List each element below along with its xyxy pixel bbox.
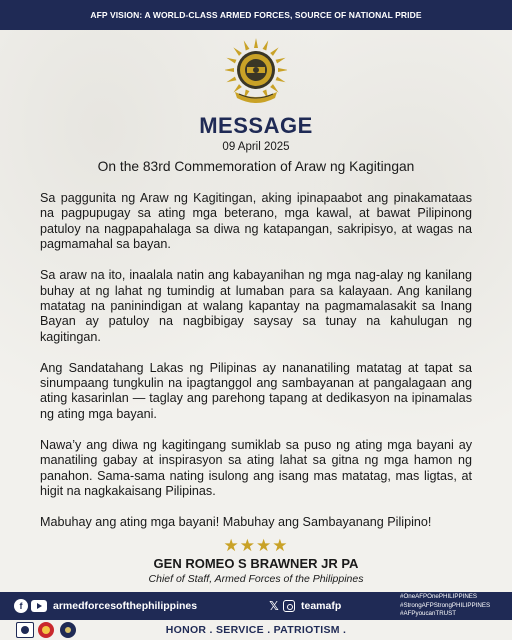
footer-bar [0, 592, 512, 620]
x-twitter-icon[interactable]: 𝕏 [269, 599, 279, 613]
paragraph: Nawa’y ang diwa ng kagitingang sumiklab sa puso ng ating mga bayani ay manatiling gabay at inspirasyon sa ating lahat sa gitna ng mga hamon ng panahon. Sama-sama nating isulong ang isang mas matatag, mas ligtas, at higit na nagkakaisang Pilipinas. [40, 437, 472, 498]
afp-motto: HONOR . SERVICE . PATRIOTISM . [165, 624, 347, 636]
message-date: 09 April 2025 [222, 141, 290, 153]
afp-seal-icon [225, 36, 287, 108]
hashtag: #StrongAFPStrongPHILIPPINES [400, 601, 491, 609]
rank-stars-icon: ★★★★ [223, 536, 289, 555]
message-body [40, 191, 472, 546]
message-subtitle: On the 83rd Commemoration of Araw ng Kagitingan [97, 159, 415, 174]
paragraph: Ang Sandatahang Lakas ng Pilipinas ay nananatiling matatag at tapat sa sinumpaang tungkulin na ipagtanggol ang sambayanan at pangalagaan ang ating kasarinlan — taglay ang parehong tapang at dedikasyon na ipinamalas ng ating mga bayani. [40, 360, 472, 421]
social-handle-text[interactable]: teamafp [301, 600, 342, 612]
hashtag-list [400, 593, 508, 619]
signer-name: GEN ROMEO S BRAWNER JR PA [153, 556, 359, 571]
message-title: MESSAGE [199, 113, 313, 138]
vision-banner: AFP VISION: A WORLD-CLASS ARMED FORCES, SOURCE OF NATIONAL PRIDE [0, 0, 512, 30]
instagram-icon[interactable] [283, 600, 295, 612]
facebook-icon[interactable]: f [14, 599, 28, 613]
social-handle-right[interactable] [268, 598, 341, 614]
social-handle-text[interactable]: armedforcesofthephilippines [53, 600, 198, 612]
paragraph: Mabuhay ang ating mga bayani! Mabuhay ang Sambayanang Pilipino! [40, 514, 432, 529]
signer-position: Chief of Staff, Armed Forces of the Philippines [148, 573, 364, 585]
youtube-icon[interactable] [31, 600, 47, 612]
hashtag: #OneAFPOnePHILIPPINES [400, 593, 478, 600]
social-handle-left[interactable] [14, 598, 197, 614]
paragraph: Sa paggunita ng Araw ng Kagitingan, aking ipinapaabot ang pinakamataas na pagpupugay sa ating mga beterano, mga kawal, at bawat Pilipinong patuloy na nagpapahalaga sa diwa ng katapangan, sakripisyo, at wagas na pagmamahal sa bayan. [40, 191, 472, 252]
hashtag: #AFPyoucanTRUST [400, 610, 457, 617]
paragraph: Sa araw na ito, inaalala natin ang kabayanihan ng mga nag-alay ng kanilang buhay at ng lahat ng tumindig at lumaban para sa kalayaan. Ang kanilang matatag na paninindigan at walang kapantay na pagmamalasakit sa Inang Bayan ay patuloy na nagbibigay saysay sa tunay na kahulugan ng kagitingan. [40, 268, 472, 344]
